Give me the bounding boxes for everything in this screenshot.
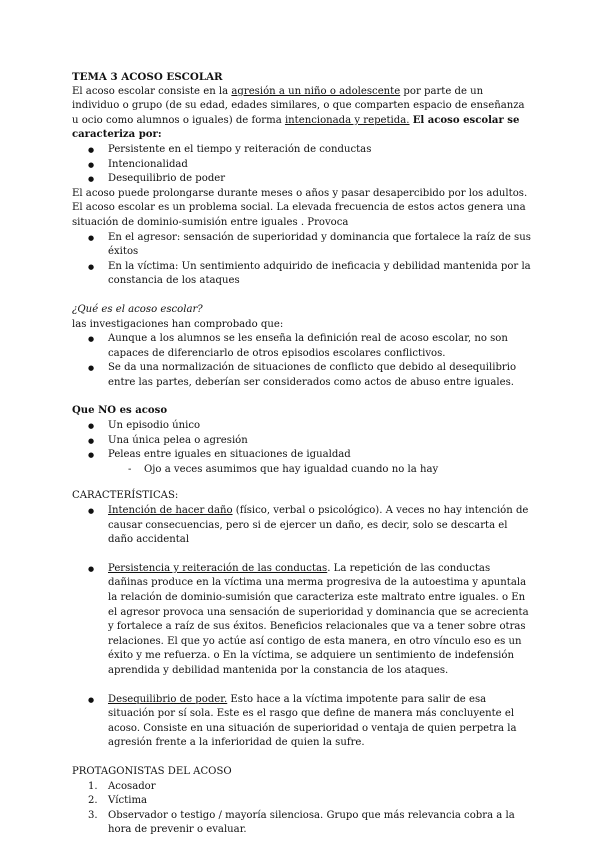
list-item: ● Una única pelea o agresión	[72, 434, 532, 449]
char-2-text: . La repetición de las conductas dañinas produce en la víctima una merma progresiva de la autoestima y apuntala la relación de dominio-sumisión que caracteriza este maltrato entre iguales. o En el agresor provoca una sensación de superioridad y dominancia que se acrecienta y fortalece a raíz de sus éxitos. Beneficios relacionales que va a tener sobre otras relaciones. El que yo actúe así contigo de esta manera, en otro vínculo eso es un éxito y me refuerza. o En la víctima, se adquiere un sentimiento de indefensión aprendida y debilidad mantenida por la constancia de los ataques.	[108, 562, 529, 676]
document-body	[72, 70, 532, 838]
list-item	[72, 504, 532, 548]
char-3-text: Esto hace a la víctima impotente para salir de esa situación por sí sola. Este es el rasgo que define de manera más concluyente el acoso. Consiste en una situación de superioridad o ventaja de quien perpetra la agresión frente a la inferioridad de quien la sufre.	[108, 693, 517, 749]
document-title: TEMA 3 ACOSO ESCOLAR	[72, 71, 223, 83]
what-heading-text: ¿Qué es el acoso escolar?	[72, 303, 203, 315]
traits-list	[72, 143, 532, 187]
intro-bold-caracteriza: El acoso escolar se caracteriza por:	[72, 114, 520, 141]
intro-text-b: por parte de un individuo o grupo (de su edad, edades similares, o que comparten espacio de enseñanza u ocio como alumnos o iguales) de forma	[72, 85, 525, 126]
protagonists-list	[72, 780, 532, 838]
char-1-label: Intención de hacer daño	[108, 505, 233, 517]
item-number: 1.	[88, 780, 98, 792]
item-number: 2.	[88, 795, 98, 807]
item-text: Víctima	[108, 795, 148, 807]
list-item: ● En el agresor: sensación de superioridad y dominancia que fortalece la raíz de sus éxitos	[72, 231, 532, 260]
char-2-label: Persistencia y reiteración de las conductas	[108, 562, 328, 574]
list-item	[72, 693, 532, 751]
list-item: ● Desequilibrio de poder	[72, 172, 532, 187]
intro-text-a: El acoso escolar consiste en la	[72, 85, 232, 97]
list-item: ● En la víctima: Un sentimiento adquirido de ineficacia y debilidad mantenida por la constancia de los ataques	[72, 260, 532, 289]
intro-underline-agresion: agresión a un niño o adolescente	[231, 85, 401, 97]
list-item: ● Un episodio único	[72, 419, 532, 434]
list-item: ● Persistente en el tiempo y reiteración de conductas	[72, 143, 532, 158]
intro-paragraph	[72, 85, 532, 143]
not-list	[72, 419, 532, 463]
item-number: 3.	[88, 809, 98, 821]
characteristics-list-3	[72, 693, 532, 751]
list-item: ● Peleas entre iguales en situaciones de igualdad	[72, 448, 532, 463]
list-item	[72, 794, 532, 809]
what-lead: las investigaciones han comprobado que:	[72, 318, 284, 330]
not-heading	[72, 404, 532, 419]
not-heading-text: Que NO es acoso	[72, 405, 168, 417]
characteristics-list-2	[72, 562, 532, 679]
list-item	[72, 809, 532, 838]
social-problem-paragraph: El acoso escolar es un problema social. La elevada frecuencia de estos actos genera una situación de dominio-sumisión entre iguales . Provoca	[72, 202, 526, 228]
list-item: ● Intencionalidad	[72, 158, 532, 173]
list-item: ● Se da una normalización de situaciones de conflicto que debido al desequilibrio entre las partes, deberían ser considerados como actos de abuso entre iguales.	[72, 361, 532, 390]
characteristics-list	[72, 504, 532, 548]
list-item: ● Aunque a los alumnos se les enseña la definición real de acoso escolar, no son capaces de diferenciarlo de otros episodios escolares conflictivos.	[72, 332, 532, 361]
characteristics-heading: CARACTERÍSTICAS:	[72, 490, 179, 502]
list-item	[72, 780, 532, 795]
char-1-text: (físico, verbal o psicológico). A veces no hay intención de causar consecuencias, pero si de ejercer un daño, es decir, solo se descarta el daño accidental	[108, 505, 529, 546]
list-item	[72, 562, 532, 679]
what-heading	[72, 303, 532, 318]
item-text: Observador o testigo / mayoría silenciosa. Grupo que más relevancia cobra a la hora de prevenir o evaluar.	[108, 809, 515, 836]
list-item: - Ojo a veces asumimos que hay igualdad cuando no la hay	[72, 463, 532, 478]
effects-list	[72, 231, 532, 289]
char-3-label: Desequilibrio de poder.	[108, 693, 228, 705]
what-list	[72, 332, 532, 390]
intro-underline-intencionada: intencionada y repetida.	[284, 114, 410, 126]
prolong-paragraph: El acoso puede prolongarse durante meses o años y pasar desapercibido por los adultos.	[72, 187, 528, 199]
item-text: Acosador	[108, 780, 156, 792]
protagonists-heading: PROTAGONISTAS DEL ACOSO	[72, 765, 232, 777]
not-sublist	[72, 463, 532, 478]
